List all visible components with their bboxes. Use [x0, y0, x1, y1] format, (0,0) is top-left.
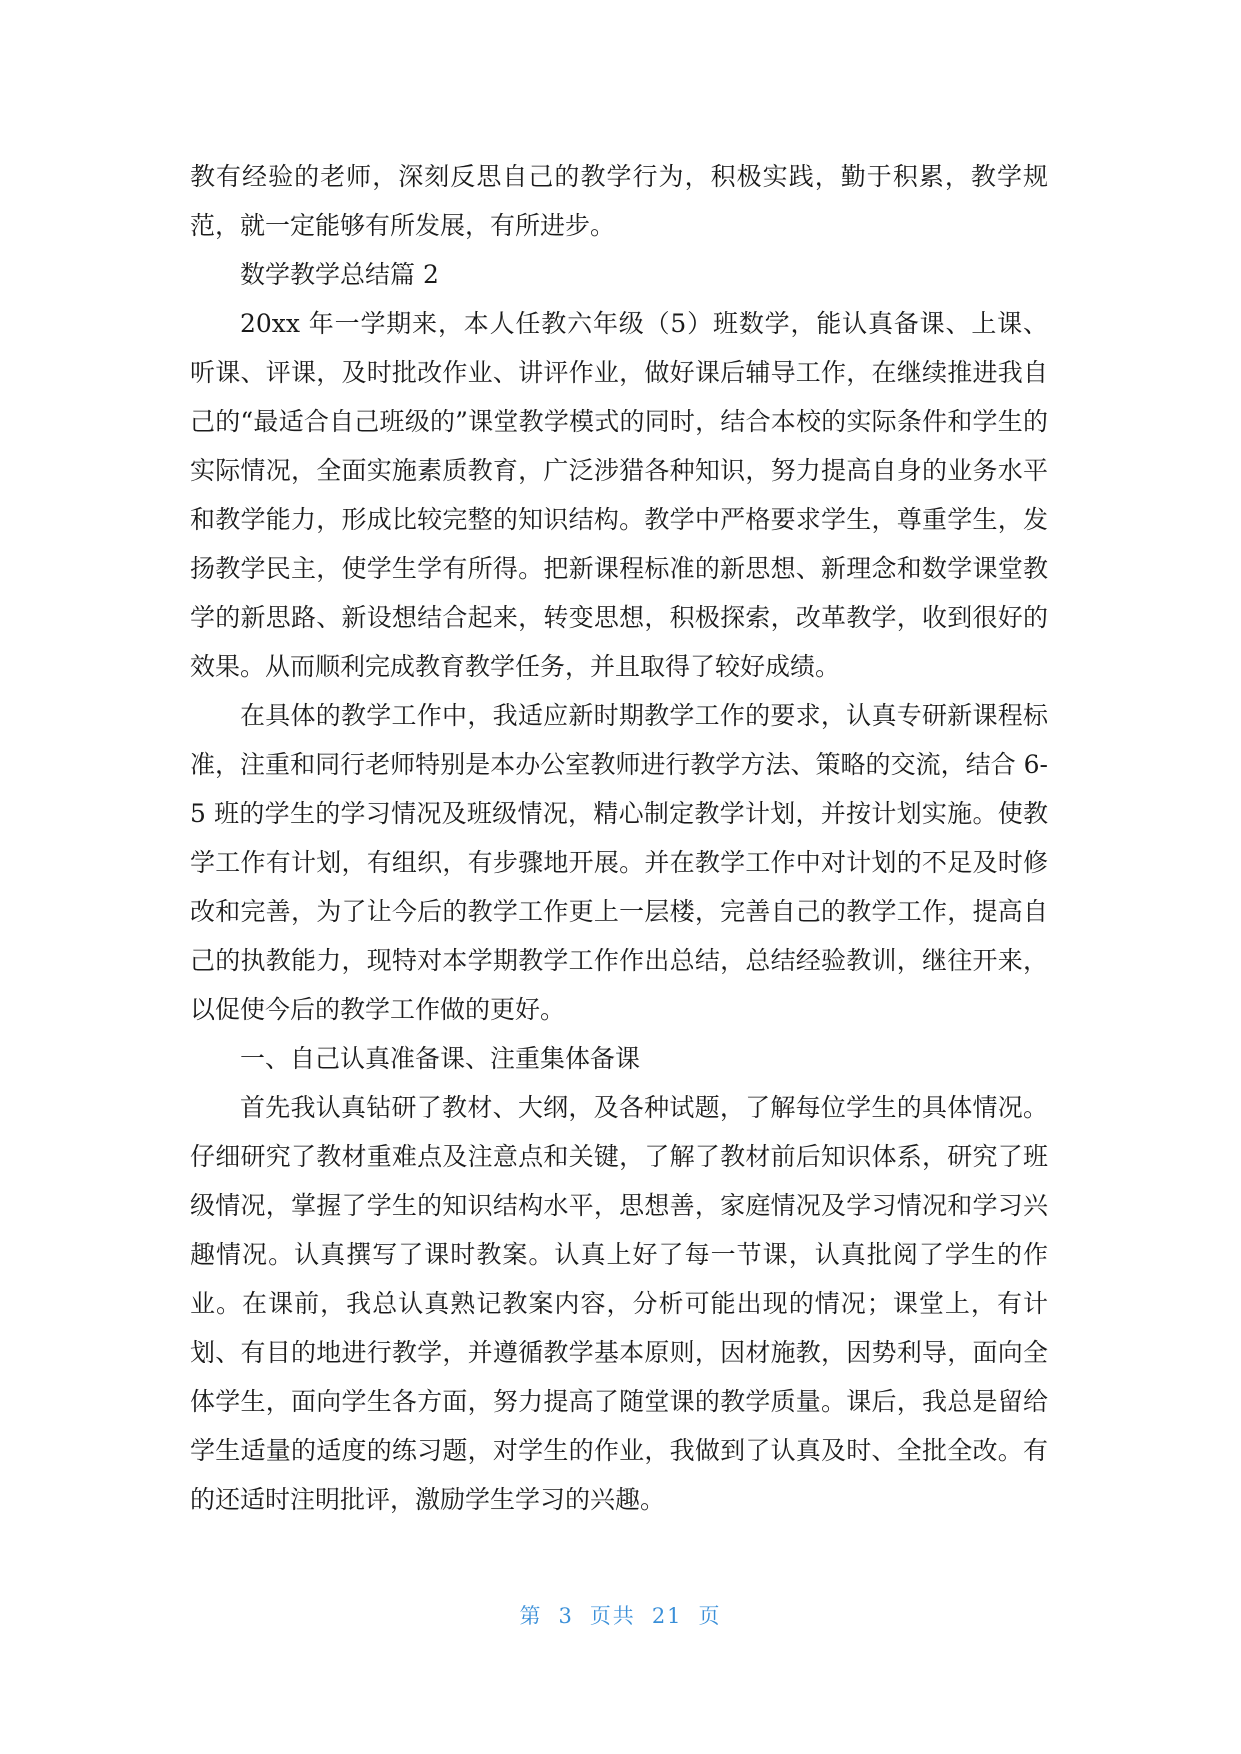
footer-suffix: 页: [698, 1604, 722, 1628]
paragraph: 首先我认真钻研了教材、大纲，及各种试题，了解每位学生的具体情况。仔细研究了教材重难点及注意点和关键，了解了教材前后知识体系，研究了班级情况，掌握了学生的知识结构水平，思想善，家庭情况及学习情况和学习兴趣情况。认真撰写了课时教案。认真上好了每一节课，认真批阅了学生的作业。在课前，我总认真熟记教案内容，分析可能出现的情况；课堂上，有计划、有目的地进行教学，并遵循教学基本原则，因材施教，因势利导，面向全体学生，面向学生各方面，努力提高了随堂课的教学质量。课后，我总是留给学生适量的适度的练习题，对学生的作业，我做到了认真及时、全批全改。有的还适时注明批评，激励学生学习的兴趣。: [190, 1093, 1048, 1514]
section-heading: 数学教学总结篇 2: [240, 260, 439, 289]
footer-middle: 页共: [589, 1604, 636, 1628]
paragraph: 20xx 年一学期来，本人任教六年级（5）班数学，能认真备课、上课、听课、评课，及时批改作业、讲评作业，做好课后辅导工作，在继续推进我自己的“最适合自己班级的”课堂教学模式的同时，结合本校的实际条件和学生的实际情况，全面实施素质教育，广泛涉猎各种知识，努力提高自身的业务水平和教学能力，形成比较完整的知识结构。教学中严格要求学生，尊重学生，发扬教学民主，使学生学有所得。把新课程标准的新思想、新理念和数学课堂教学的新思路、新设想结合起来，转变思想，积极探索，改革教学，收到很好的效果。从而顺利完成教育教学任务，并且取得了较好成绩。: [190, 309, 1048, 681]
document-body: [190, 152, 1048, 1524]
paragraph: 在具体的教学工作中，我适应新时期教学工作的要求，认真专研新课程标准，注重和同行老师特别是本办公室教师进行教学方法、策略的交流，结合 6-5 班的学生的学习情况及班级情况，精心制定教学计划，并按计划实施。使教学工作有计划，有组织，有步骤地开展。并在教学工作中对计划的不足及时修改和完善，为了让今后的教学工作更上一层楼，完善自己的教学工作，提高自己的执教能力，现特对本学期教学工作作出总结，总结经验教训，继往开来，以促使今后的教学工作做的更好。: [190, 701, 1048, 1024]
footer-prefix: 第: [519, 1604, 543, 1628]
footer-current-page: 3: [558, 1604, 574, 1628]
footer-total-pages: 21: [651, 1604, 683, 1628]
paragraph-continuation: 教有经验的老师，深刻反思自己的教学行为，积极实践，勤于积累，教学规范，就一定能够有所发展，有所进步。: [190, 162, 1048, 240]
section-heading: 一、自己认真准备课、注重集体备课: [240, 1044, 641, 1073]
page-footer: [0, 1600, 1241, 1630]
